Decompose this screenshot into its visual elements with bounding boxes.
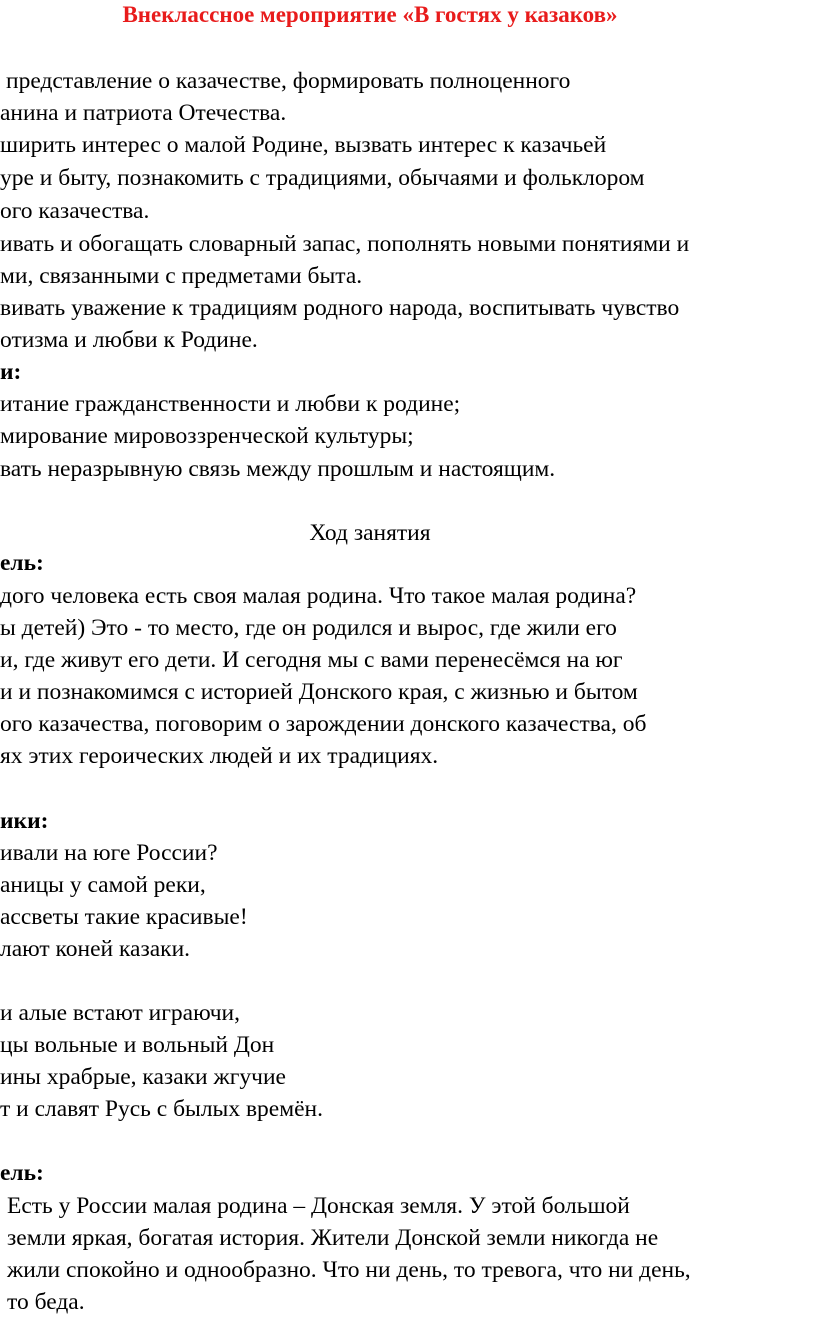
goal-line: отизма и любви к Родине. (0, 327, 258, 353)
poem-line: ассветы такие красивые! (0, 904, 248, 930)
poem-line: ивали на юге России? (0, 840, 218, 866)
speech-line: Есть у России малая родина – Донская земля. У этой большой (7, 1193, 630, 1219)
poem-line: т и славят Русь с былых времён. (0, 1096, 323, 1122)
section-title: Ход занятия (309, 520, 431, 546)
speech-line: жили спокойно и однообразно. Что ни день, то тревога, что ни день, (7, 1257, 691, 1283)
poem-line: ины храбрые, казаки жгучие (0, 1064, 286, 1090)
goal-line: уре и быту, познакомить с традициями, обычаями и фольклором (0, 165, 645, 191)
speech-line: ы детей) Это - то место, где он родился и вырос, где жили его (0, 615, 617, 641)
goal-line: ми, связанными с предметами быта. (0, 263, 363, 289)
goal-line: ширить интерес о малой Родине, вызвать интерес к казачьей (0, 132, 607, 158)
poem-line: и алые встают играючи, (0, 1000, 241, 1026)
speech-line: и, где живут его дети. И сегодня мы с вами перенесёмся на юг (0, 647, 623, 673)
poem-line: лают коней казаки. (0, 936, 191, 962)
speech-line: и и познакомимся с историей Донского края, с жизнью и бытом (0, 679, 638, 705)
speaker-label: ель: (0, 1160, 44, 1186)
goal-line: представление о казачестве, формировать полноценного (6, 68, 571, 94)
task-line: мирование мировоззренческой культуры; (0, 423, 414, 449)
speech-line: ях этих героических людей и их традициях. (0, 743, 439, 769)
speech-line: ого казачества, поговорим о зарождении донского казачества, об (0, 711, 647, 737)
speech-line: земли яркая, богатая история. Жители Донской земли никогда не (7, 1225, 659, 1251)
page-title: Внеклассное мероприятие «В гостях у казаков» (122, 2, 618, 27)
speaker-label: ель: (0, 550, 44, 576)
task-line: вать неразрывную связь между прошлым и настоящим. (0, 456, 556, 482)
goal-line: вивать уважение к традициям родного народа, воспитывать чувство (0, 295, 680, 321)
poem-line: цы вольные и вольный Дон (0, 1032, 275, 1058)
poem-line: аницы у самой реки, (0, 872, 206, 898)
task-line: итание гражданственности и любви к родине; (0, 391, 461, 417)
goal-line: ивать и обогащать словарный запас, пополнять новыми понятиями и (0, 231, 690, 257)
goal-line: анина и патриота Отечества. (0, 100, 287, 126)
goal-line: ого казачества. (0, 198, 150, 224)
speech-line: дого человека есть своя малая родина. Что такое малая родина? (0, 583, 637, 609)
speaker-label: ики: (0, 808, 49, 834)
speech-line: то беда. (7, 1289, 85, 1315)
tasks-heading: и: (0, 359, 22, 385)
